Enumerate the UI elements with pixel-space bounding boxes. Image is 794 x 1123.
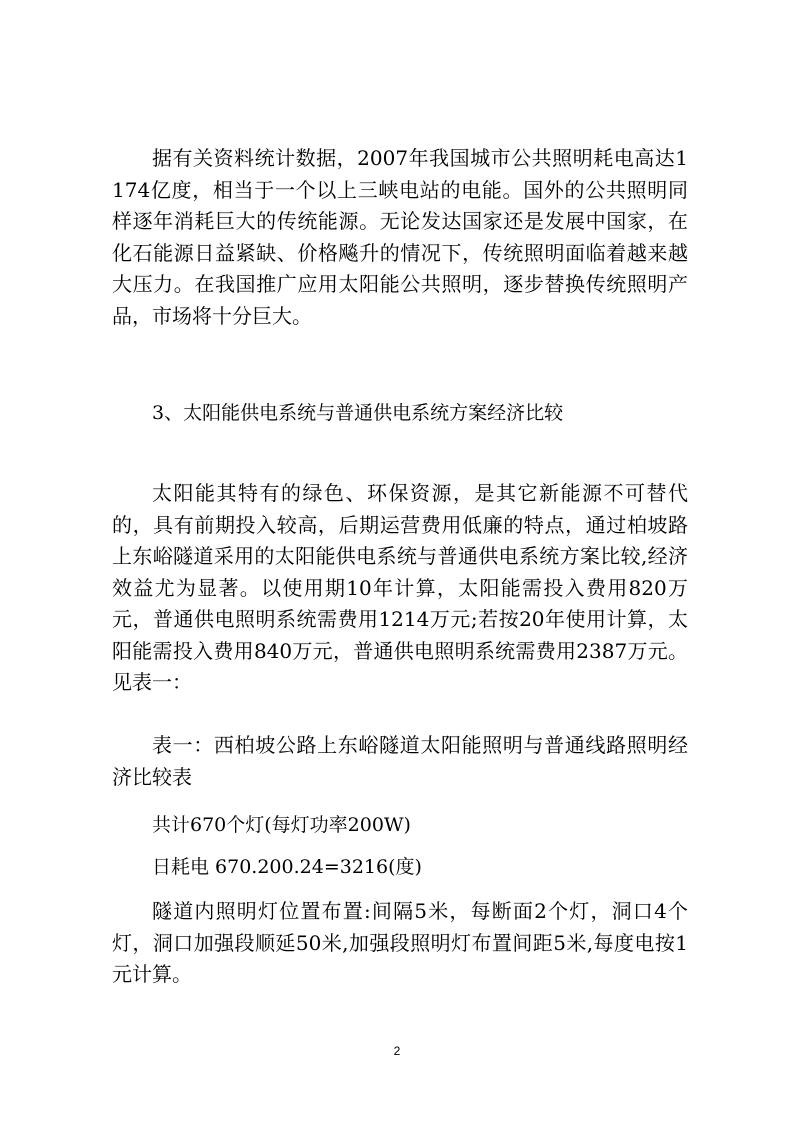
comparison-paragraph: 太阳能其特有的绿色、环保资源，是其它新能源不可替代的，具有前期投入较高，后期运营费用低廉的特点，通过柏坡路上东峪隧道采用的太阳能供电系统与普通供电系统方案比较,经济效益尤为显著。以使用期10年计算，太阳能需投入费用820万元，普通供电照明系统需费用1214万元;若按20年使用计算，太阳能需投入费用840万元，普通供电照明系统需费用2387万元。见表一： <box>112 481 688 694</box>
daily-consumption-line: 日耗电 670.200.24=3216(度) <box>152 856 422 878</box>
table-caption: 表一：西柏坡公路上东峪隧道太阳能照明与普通线路照明经济比较表 <box>112 733 688 789</box>
page-number: 2 <box>393 1044 401 1058</box>
intro-paragraph: 据有关资料统计数据，2007年我国城市公共照明耗电高达1174亿度，相当于一个以上三峡电站的电能。国外的公共照明同样逐年消耗巨大的传统能源。无论发达国家还是发展中国家，在化石能源日益紧缺、价格飚升的情况下，传统照明面临着越来越大压力。在我国推广应用太阳能公共照明，逐步替换传统照明产品，市场将十分巨大。 <box>112 146 688 328</box>
layout-note-paragraph: 隧道内照明灯位置布置:间隔5米，每断面2个灯，洞口4个灯，洞口加强段顺延50米,加强段照明灯布置间距5米,每度电按1元计算。 <box>112 899 688 986</box>
section-heading: 3、太阳能供电系统与普通供电系统方案经济比较 <box>152 402 564 424</box>
lamp-total-line: 共计670个灯(每灯功率200W) <box>152 814 411 836</box>
